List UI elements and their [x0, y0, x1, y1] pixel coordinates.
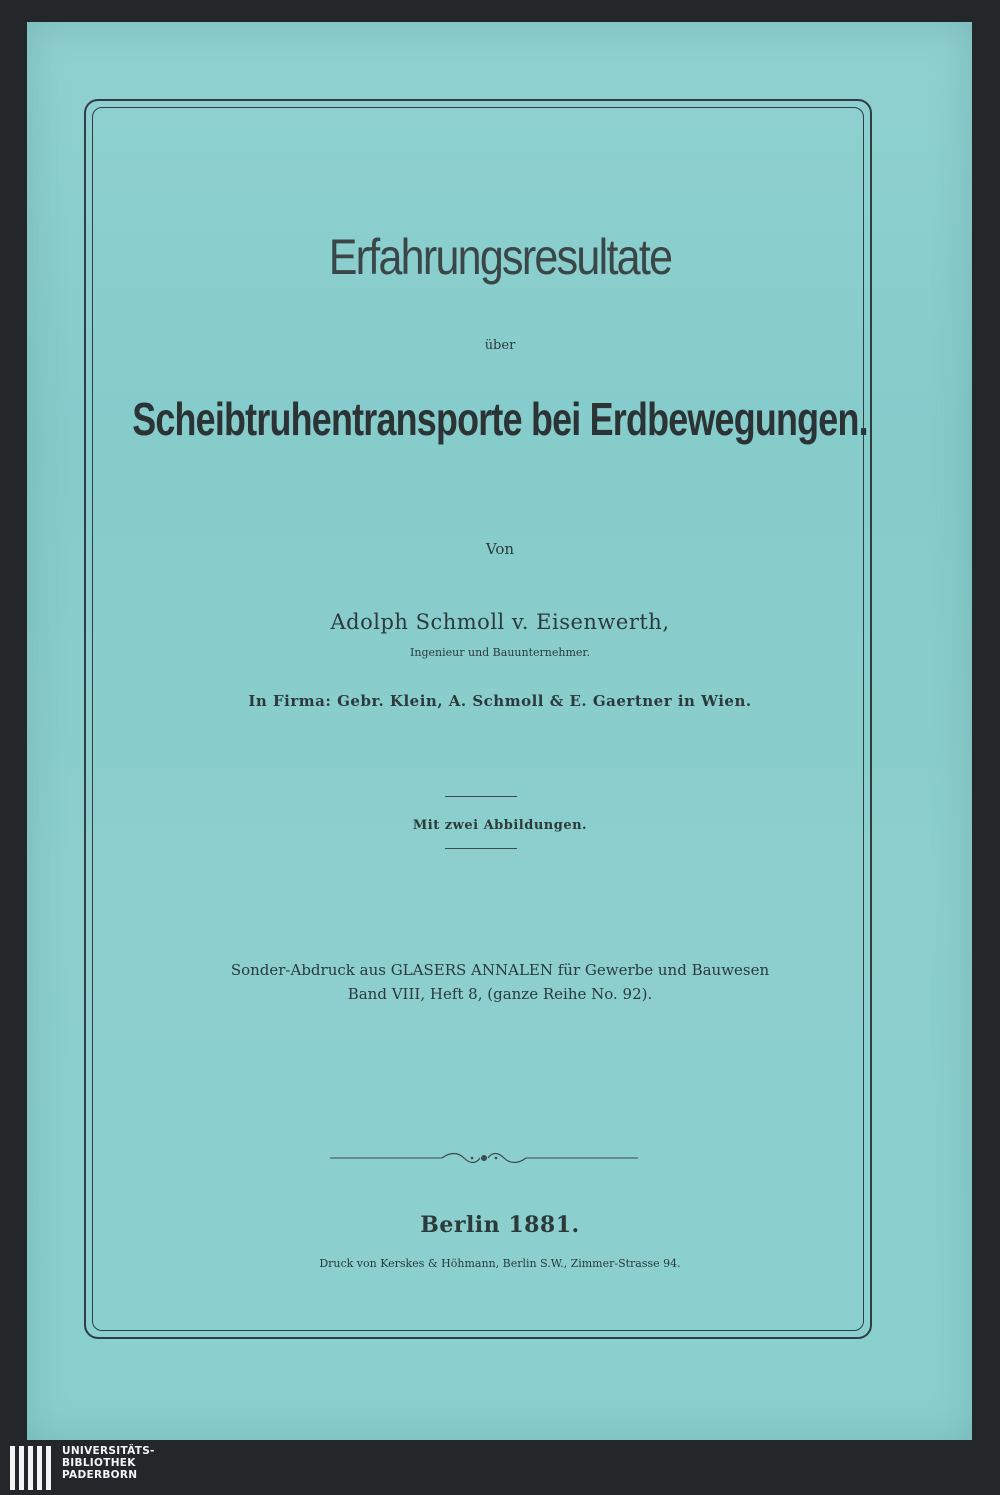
- by-line: Von: [485, 540, 515, 558]
- author-name: Adolph Schmoll v. Eisenwerth,: [330, 610, 670, 634]
- source-line-2: Band VIII, Heft 8, (ganze Reihe No. 92).: [347, 985, 653, 1003]
- library-stamp-line-3: PADERBORN: [62, 1469, 138, 1481]
- library-stamp-line-2: BIBLIOTHEK: [62, 1457, 136, 1469]
- library-stamp: [0, 1440, 260, 1495]
- firm-line: In Firma: Gebr. Klein, A. Schmoll & E. Gaertner in Wien.: [248, 692, 752, 710]
- inner-border-frame: [92, 107, 864, 1331]
- source-line-1: Sonder-Abdruck aus GLASERS ANNALEN für Gewerbe und Bauwesen: [230, 961, 770, 979]
- printer-line: Druck von Kerskes & Höhmann, Berlin S.W., Zimmer-Strasse 94.: [319, 1257, 681, 1270]
- library-logo-icon: [8, 1444, 56, 1492]
- title-connector: über: [484, 338, 516, 353]
- subject-title: Scheibtruhentransporte bei Erdbewegungen.: [132, 393, 868, 445]
- place-and-year: Berlin 1881.: [420, 1212, 580, 1238]
- divider-top: [445, 796, 517, 797]
- library-stamp-text: [62, 1445, 155, 1481]
- ornament-divider: [330, 1149, 638, 1167]
- library-stamp-line-1: UNIVERSITÄTS-: [62, 1445, 155, 1457]
- author-role: Ingenieur und Bauunternehmer.: [410, 646, 590, 659]
- main-title: Erfahrungsresultate: [328, 229, 672, 285]
- illustrations-note: Mit zwei Abbildungen.: [412, 818, 588, 833]
- divider-bottom: [445, 848, 517, 849]
